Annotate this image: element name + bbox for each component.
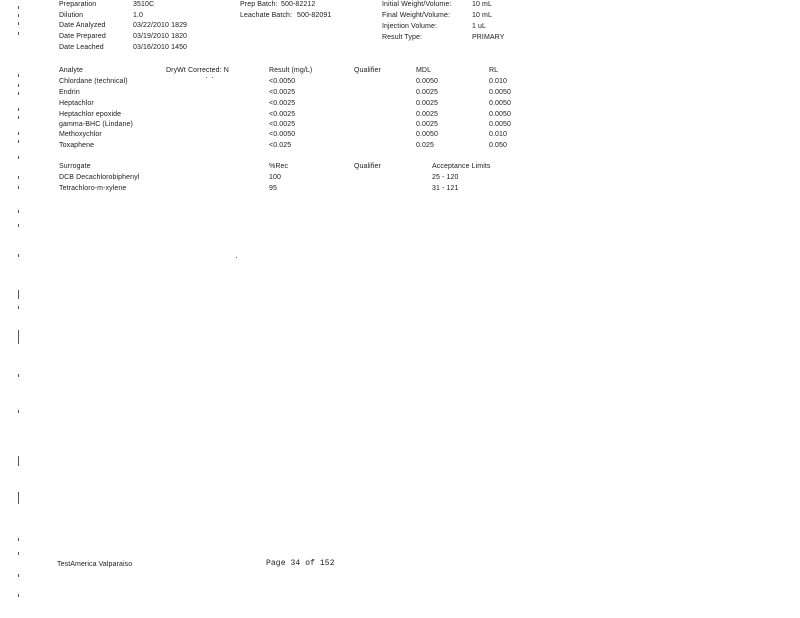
analyte-name: Heptachlor epoxide bbox=[59, 111, 122, 118]
analyte-name: Toxaphene bbox=[59, 142, 95, 149]
analyte-mdl: 0.0050 bbox=[416, 78, 439, 85]
result-header: Result (mg/L) bbox=[269, 67, 313, 74]
analyte-result: <0.0050 bbox=[269, 131, 296, 138]
surrogate-header: Surrogate bbox=[59, 163, 91, 170]
analyte-result: <0.025 bbox=[269, 142, 292, 149]
initial-weight-label: Initial Weight/Volume: bbox=[382, 1, 452, 8]
surrogate-name: Tetrachloro-m-xylene bbox=[59, 185, 127, 192]
analyte-mdl: 0.0025 bbox=[416, 89, 439, 96]
analyte-mdl: 0.025 bbox=[416, 142, 435, 149]
analyte-rl: 0.010 bbox=[489, 131, 508, 138]
page-number: Page 34 of 152 bbox=[266, 559, 335, 568]
prep-batch-label: Prep Batch: bbox=[240, 1, 278, 8]
analyte-result: <0.0025 bbox=[269, 121, 296, 128]
leachate-batch-label: Leachate Batch: bbox=[240, 12, 293, 19]
analyte-name: Endrin bbox=[59, 89, 80, 96]
date-prepared-label: Date Prepared bbox=[59, 33, 106, 40]
result-type-value: PRIMARY bbox=[472, 34, 505, 41]
analyte-rl: 0.0050 bbox=[489, 100, 512, 107]
analyte-rl: 0.0050 bbox=[489, 89, 512, 96]
analyte-mdl: 0.0025 bbox=[416, 111, 439, 118]
analyte-name: Heptachlor bbox=[59, 100, 94, 107]
result-type-label: Result Type: bbox=[382, 34, 422, 41]
mdl-header: MDL bbox=[416, 67, 432, 74]
surrogate-rec: 95 bbox=[269, 185, 277, 192]
analyte-mdl: 0.0025 bbox=[416, 100, 439, 107]
leachate-batch-value: 500-82091 bbox=[297, 12, 332, 19]
surrogate-limits: 25 - 120 bbox=[432, 174, 459, 181]
date-analyzed-value: 03/22/2010 1829 bbox=[133, 22, 188, 29]
rl-header: RL bbox=[489, 67, 499, 74]
acceptance-limits-header: Acceptance Limits bbox=[432, 163, 491, 170]
analyte-name: Chlordane (technical) bbox=[59, 78, 128, 85]
analyte-result: <0.0050 bbox=[269, 78, 296, 85]
footer-company: TestAmerica Valparaiso bbox=[57, 561, 133, 568]
date-leached-value: 03/16/2010 1450 bbox=[133, 44, 188, 51]
prep-batch-value: 500-82212 bbox=[281, 1, 316, 8]
date-analyzed-label: Date Analyzed bbox=[59, 22, 106, 29]
dilution-label: Dilution bbox=[59, 12, 84, 19]
surrogate-limits: 31 - 121 bbox=[432, 185, 459, 192]
analyte-rl: 0.0050 bbox=[489, 111, 512, 118]
injection-volume-value: 1 uL bbox=[472, 23, 487, 30]
surrogate-qualifier-header: Qualifier bbox=[354, 163, 381, 170]
analyte-header: Analyte bbox=[59, 67, 84, 74]
injection-volume-label: Injection Volume: bbox=[382, 23, 438, 30]
analyte-rl: 0.050 bbox=[489, 142, 508, 149]
rec-header: %Rec bbox=[269, 163, 289, 170]
surrogate-name: DCB Decachlorobiphenyl bbox=[59, 174, 140, 181]
analyte-result: <0.0025 bbox=[269, 111, 296, 118]
analyte-name: gamma-BHC (Lindane) bbox=[59, 121, 133, 128]
date-prepared-value: 03/19/2010 1820 bbox=[133, 33, 188, 40]
final-weight-value: 10 mL bbox=[472, 12, 492, 19]
final-weight-label: Final Weight/Volume: bbox=[382, 12, 451, 19]
analyte-mdl: 0.0050 bbox=[416, 131, 439, 138]
prep-label: Preparation bbox=[59, 1, 97, 8]
analyte-result: <0.0025 bbox=[269, 89, 296, 96]
dilution-value: 1.0 bbox=[133, 12, 144, 19]
surrogate-rec: 100 bbox=[269, 174, 281, 181]
prep-value: 3510C bbox=[133, 1, 155, 8]
analyte-mdl: 0.0025 bbox=[416, 121, 439, 128]
analyte-result: <0.0025 bbox=[269, 100, 296, 107]
analyte-rl: 0.010 bbox=[489, 78, 508, 85]
qualifier-header: Qualifier bbox=[354, 67, 381, 74]
drywt-header: DryWt Corrected: N bbox=[166, 67, 229, 74]
initial-weight-value: 10 mL bbox=[472, 1, 492, 8]
analyte-name: Methoxychlor bbox=[59, 131, 102, 138]
date-leached-label: Date Leached bbox=[59, 44, 104, 51]
analyte-rl: 0.0050 bbox=[489, 121, 512, 128]
